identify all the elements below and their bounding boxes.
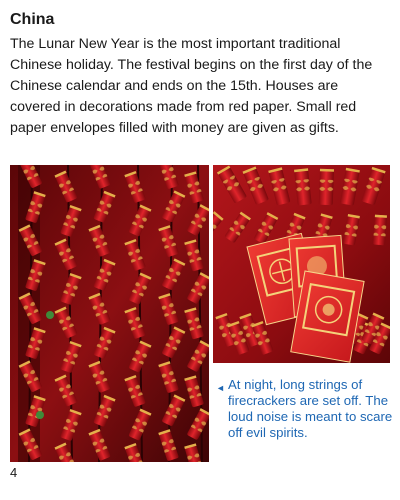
caption-text: At night, long strings of firecrackers are set off. The loud noise is meant to scare off evil spirits.: [228, 377, 393, 440]
firecracker: [373, 215, 387, 246]
firecracker: [319, 169, 334, 205]
photo-caption: [216, 377, 394, 441]
page-number: 4: [10, 465, 18, 480]
body-paragraph: The Lunar New Year is the most important traditional Chinese holiday. The festival begins on the first day of the Chinese calendar and ends on the 15th. Houses are covered in decorations made from red paper. Small red paper envelopes filled with money are given as gifts.: [10, 36, 373, 136]
red-envelopes-photo: [213, 165, 390, 363]
firecracker-strings-illustration: [10, 165, 209, 462]
section-title: China: [10, 11, 55, 28]
firecrackers-photo: [10, 165, 209, 462]
red-envelopes-illustration: [213, 165, 390, 363]
caption-pointer-icon: ◄: [216, 383, 225, 393]
